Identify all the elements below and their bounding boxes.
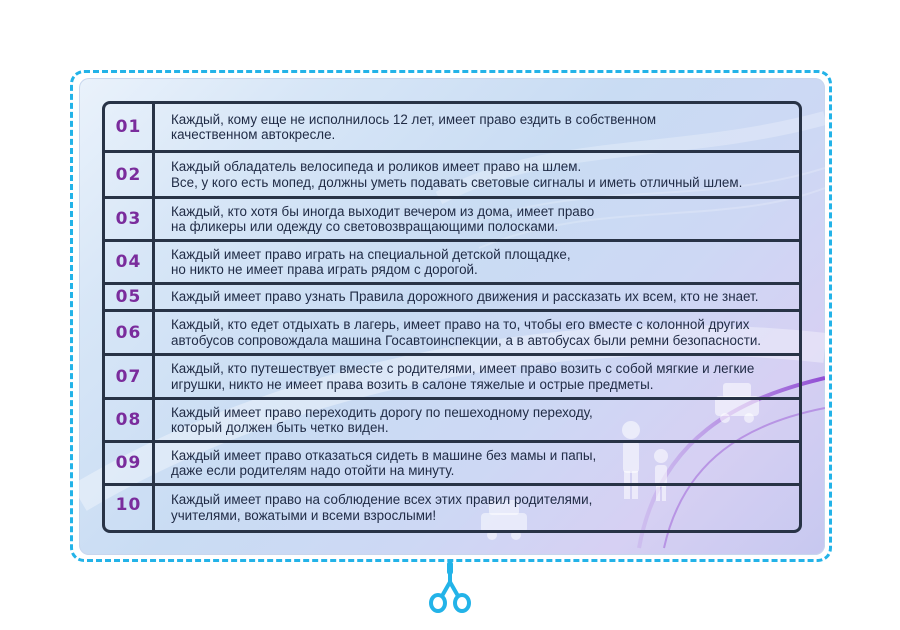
- rule-row: [105, 104, 799, 153]
- rule-number: 08: [105, 400, 155, 440]
- rule-text: Каждый, кто едет отдыхать в лагерь, имеет право на то, чтобы его вместе с колонной других автобусов сопровождала машина Госавтоинспекции, а в автобусах были ремни безопасности.: [171, 317, 762, 348]
- rule-row: [105, 312, 799, 356]
- rule-number: 01: [105, 104, 155, 150]
- rule-text: Каждый имеет право отказаться сидеть в машине без мамы и папы, даже если родителям надо отойти на минуту.: [171, 447, 597, 478]
- rule-row: [105, 153, 799, 199]
- rule-number: 05: [105, 285, 155, 309]
- rule-number: 10: [105, 486, 155, 530]
- rule-row: [105, 285, 799, 312]
- rule-number: 03: [105, 199, 155, 239]
- rule-text: Каждый, кому еще не исполнилось 12 лет, имеет право ездить в собственном качественном автокресле.: [171, 111, 657, 142]
- rule-text: Каждый, кто путешествует вместе с родителями, имеет право возить с собой мягкие и легкие игрушки, никто не имеет права возить в салоне тяжелые и острые предметы.: [171, 361, 755, 392]
- rule-number: 07: [105, 356, 155, 397]
- rule-number: 02: [105, 153, 155, 196]
- rule-row: [105, 400, 799, 443]
- rule-row: [105, 242, 799, 285]
- rule-number: 06: [105, 312, 155, 353]
- rule-text: Каждый, кто хотя бы иногда выходит вечером из дома, имеет право на фликеры или одежду со световозвращающими полосками.: [171, 203, 595, 234]
- rule-text: Каждый имеет право переходить дорогу по пешеходному переходу, который должен быть четко виден.: [171, 404, 593, 435]
- rule-text: Каждый обладатель велосипеда и роликов имеет право на шлем. Все, у кого есть мопед, должны уметь подавать световые сигналы и иметь отличный шлем.: [171, 159, 743, 190]
- rules-table: [102, 101, 802, 533]
- rule-text: Каждый имеет право играть на специальной детской площадке, но никто не имеет права играть рядом с дорогой.: [171, 246, 571, 277]
- rule-row: [105, 486, 799, 530]
- rule-text: Каждый имеет право на соблюдение всех этих правил родителями, учителями, вожатыми и всеми взрослыми!: [171, 492, 593, 523]
- rule-row: [105, 199, 799, 242]
- rule-number: 04: [105, 242, 155, 282]
- rule-row: [105, 443, 799, 486]
- rule-row: [105, 356, 799, 400]
- scissors-icon: [425, 562, 475, 614]
- rule-number: 09: [105, 443, 155, 483]
- rule-text: Каждый имеет право узнать Правила дорожного движения и рассказать их всем, кто не знает.: [171, 289, 759, 305]
